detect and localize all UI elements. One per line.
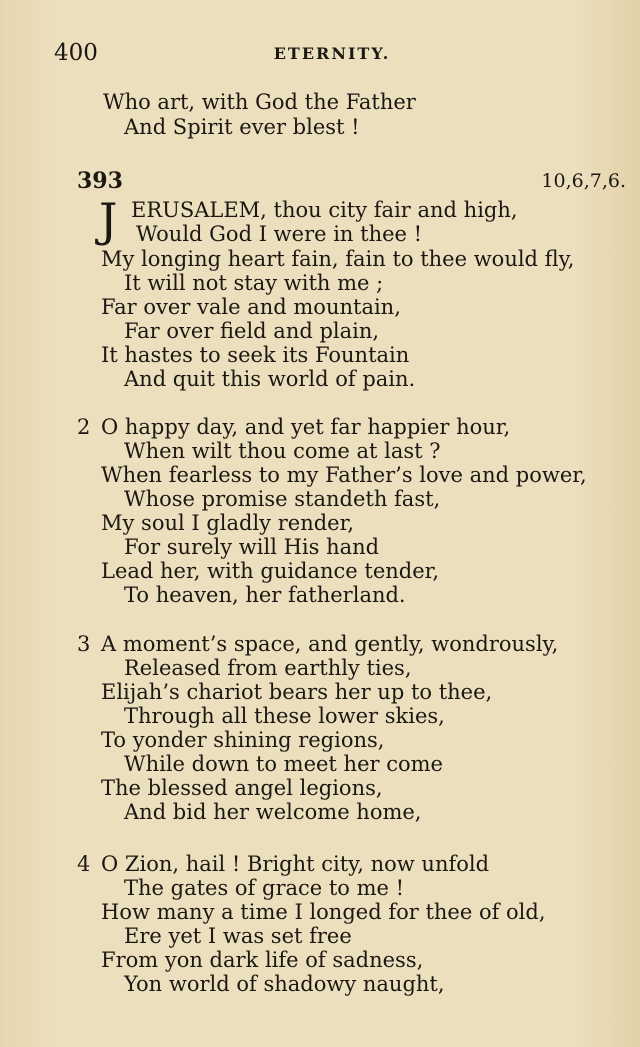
verse-line: Whose promise standeth fast,: [124, 487, 441, 511]
page-number: 400: [54, 40, 98, 66]
verse-line: When wilt thou come at last ?: [124, 439, 441, 463]
verse-line: How many a time I longed for thee of old,: [101, 900, 546, 924]
verse-number: 4: [77, 852, 91, 876]
hymn-meter: 10,6,7,6.: [541, 170, 626, 192]
verse-number: 3: [77, 632, 91, 656]
verse-line: O Zion, hail ! Bright city, now unfold: [101, 852, 490, 876]
verse-line: Yon world of shadowy naught,: [124, 972, 445, 996]
verse-line: The blessed angel legions,: [101, 776, 383, 800]
verse-line: Elijah’s chariot bears her up to thee,: [101, 680, 493, 704]
verse-line: From yon dark life of sadness,: [101, 948, 424, 972]
verse-line: Ere yet I was set free: [124, 924, 352, 948]
verse-line: Lead her, with guidance tender,: [101, 559, 440, 583]
verse-line: My longing heart fain, fain to thee would fly,: [101, 247, 575, 271]
verse-number: 2: [77, 415, 91, 439]
verse-line: My soul I gladly render,: [101, 511, 354, 535]
running-title: ETERNITY.: [273, 44, 391, 63]
verse-line: It will not stay with me ;: [124, 271, 384, 295]
drop-cap: J: [99, 193, 118, 247]
verse-line: Would God I were in thee !: [136, 222, 423, 246]
verse-line: And quit this world of pain.: [124, 367, 416, 391]
verse-line: To heaven, her fatherland.: [124, 583, 406, 607]
verse-line: For surely will His hand: [124, 535, 380, 559]
verse-line: O happy day, and yet far happier hour,: [101, 415, 511, 439]
prev-line: And Spirit ever blest !: [124, 115, 360, 139]
verse-line: Released from earthly ties,: [124, 656, 412, 680]
verse-line: It hastes to seek its Fountain: [101, 343, 410, 367]
prev-line: Who art, with God the Father: [103, 90, 416, 114]
verse-line: And bid her welcome home,: [124, 800, 422, 824]
verse-line: While down to meet her come: [124, 752, 443, 776]
verse-line: Far over vale and mountain,: [101, 295, 401, 319]
verse-line: To yonder shining regions,: [101, 728, 385, 752]
verse-line: A moment’s space, and gently, wondrously,: [101, 632, 559, 656]
verse-line: ERUSALEM, thou city fair and high,: [131, 198, 518, 222]
verse-line: When fearless to my Father’s love and power,: [101, 463, 587, 487]
page-header: [54, 40, 610, 70]
verse-line: Through all these lower skies,: [124, 704, 445, 728]
verse-line: Far over field and plain,: [124, 319, 380, 343]
verse-line: The gates of grace to me !: [124, 876, 405, 900]
hymn-number: 393: [77, 168, 123, 194]
